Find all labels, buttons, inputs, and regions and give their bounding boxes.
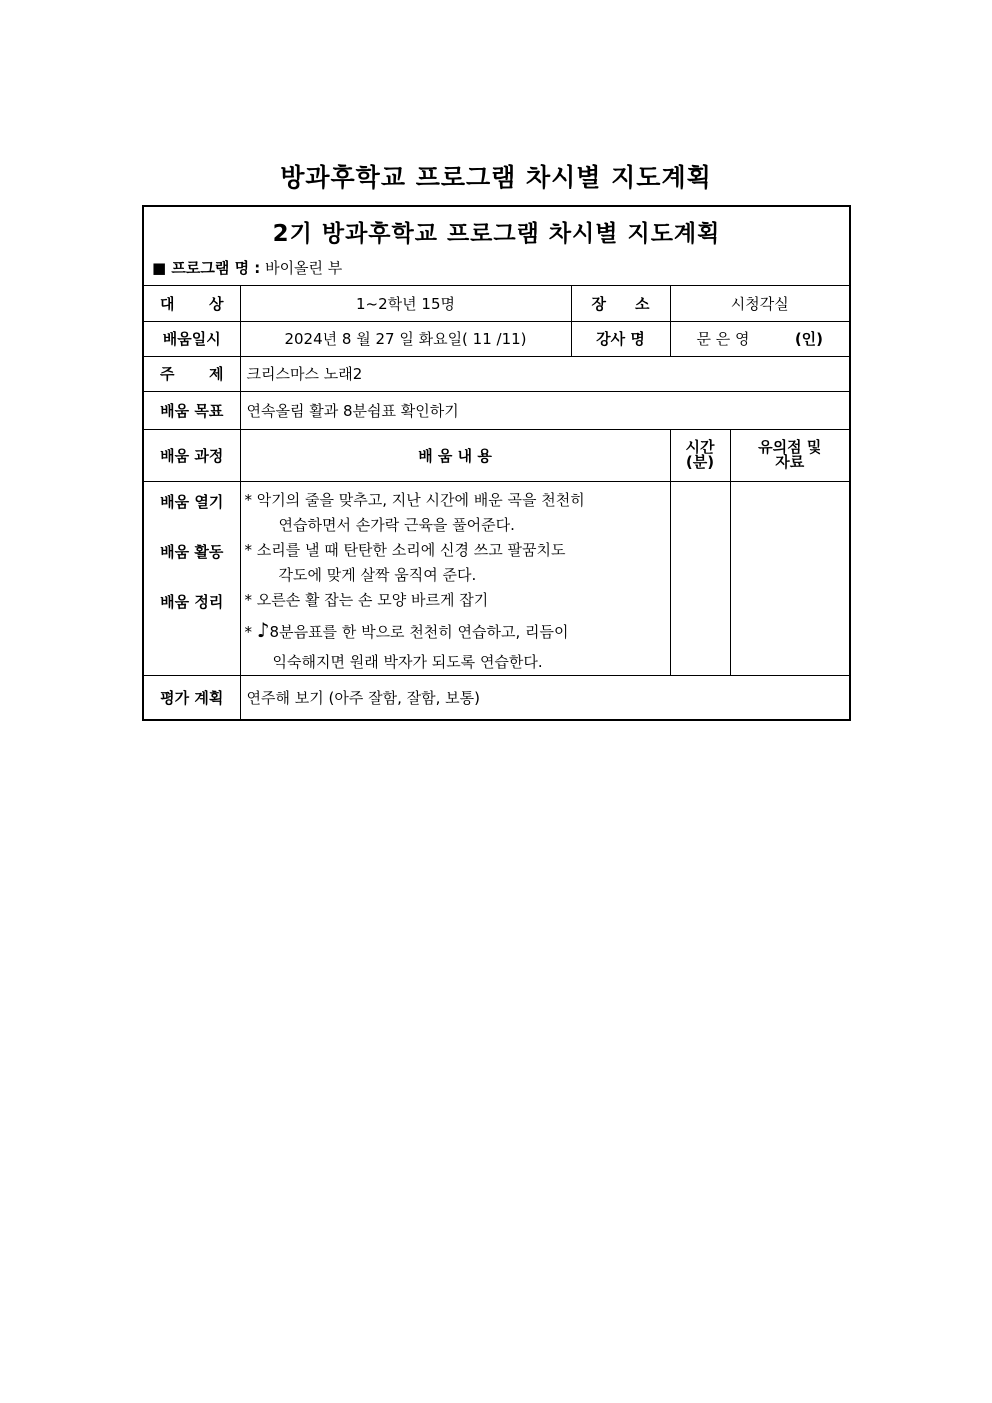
content-cell xyxy=(240,481,670,675)
topic-row xyxy=(144,356,849,391)
instructor-name: 문 은 영 xyxy=(696,330,750,348)
target-value: 1~2학년 15명 xyxy=(240,286,571,321)
sheet-title: 2기 방과후학교 프로그램 차시별 지도계획 xyxy=(272,221,721,247)
page-title: 방과후학교 프로그램 차시별 지도계획 xyxy=(280,163,712,192)
lesson-table xyxy=(144,286,849,719)
program-line xyxy=(152,257,342,278)
target-label: 대 상 xyxy=(144,286,240,321)
place-label: 장 소 xyxy=(571,286,670,321)
date-label: 배움일시 xyxy=(144,321,240,356)
content-line: * ♪8분음표를 한 박으로 천천히 연습하고, 리듬이 xyxy=(244,617,569,642)
content-line: 각도에 맞게 살짝 움직여 준다. xyxy=(278,565,477,584)
notes-header: 유의점 및 자료 xyxy=(730,429,849,481)
content-line: 익숙해지면 원래 박자가 되도록 연습한다. xyxy=(272,652,543,671)
evaluation-value: 연주해 보기 (아주 잘함, 잘함, 보통) xyxy=(240,675,849,719)
content-header: 배 움 내 용 xyxy=(240,429,670,481)
content-line: * 악기의 줄을 맞추고, 지난 시간에 배운 곡을 천천히 xyxy=(244,490,585,509)
stage-closing: 배움 정리 xyxy=(160,592,224,611)
time-header: 시간 (분) xyxy=(670,429,730,481)
evaluation-label: 평가 계획 xyxy=(144,675,240,719)
lesson-plan-sheet xyxy=(142,205,851,721)
program-label: ■ 프로그램 명 : xyxy=(152,259,261,277)
instructor-label: 강사 명 xyxy=(571,321,670,356)
goal-value: 연속올림 활과 8분쉼표 확인하기 xyxy=(240,391,849,429)
date-row xyxy=(144,321,849,356)
topic-value: 크리스마스 노래2 xyxy=(240,356,849,391)
stage-opening: 배움 열기 xyxy=(160,492,224,511)
process-header: 배움 과정 xyxy=(144,429,240,481)
topic-label: 주 제 xyxy=(144,356,240,391)
process-body-row xyxy=(144,481,849,675)
place-value: 시청각실 xyxy=(670,286,849,321)
goal-row xyxy=(144,391,849,429)
stage-activity: 배움 활동 xyxy=(160,542,224,561)
target-row xyxy=(144,286,849,321)
notes-cell xyxy=(730,481,849,675)
evaluation-row xyxy=(144,675,849,719)
date-value: 2024년 8 월 27 일 화요일( 11 /11) xyxy=(240,321,571,356)
content-line: 연습하면서 손가락 근육을 풀어준다. xyxy=(278,515,515,534)
sheet-header xyxy=(144,207,849,286)
time-cell xyxy=(670,481,730,675)
content-line: * 소리를 낼 때 탄탄한 소리에 신경 쓰고 팔꿈치도 xyxy=(244,540,566,559)
goal-label: 배움 목표 xyxy=(144,391,240,429)
program-name: 바이올린 부 xyxy=(265,259,343,277)
eighth-note-icon: ♪ xyxy=(256,617,270,642)
process-stages xyxy=(144,481,240,675)
content-line: * 오른손 활 잡는 손 모양 바르게 잡기 xyxy=(244,590,489,609)
seal-mark: (인) xyxy=(794,330,824,348)
instructor-value xyxy=(670,321,849,356)
process-header-row xyxy=(144,429,849,481)
